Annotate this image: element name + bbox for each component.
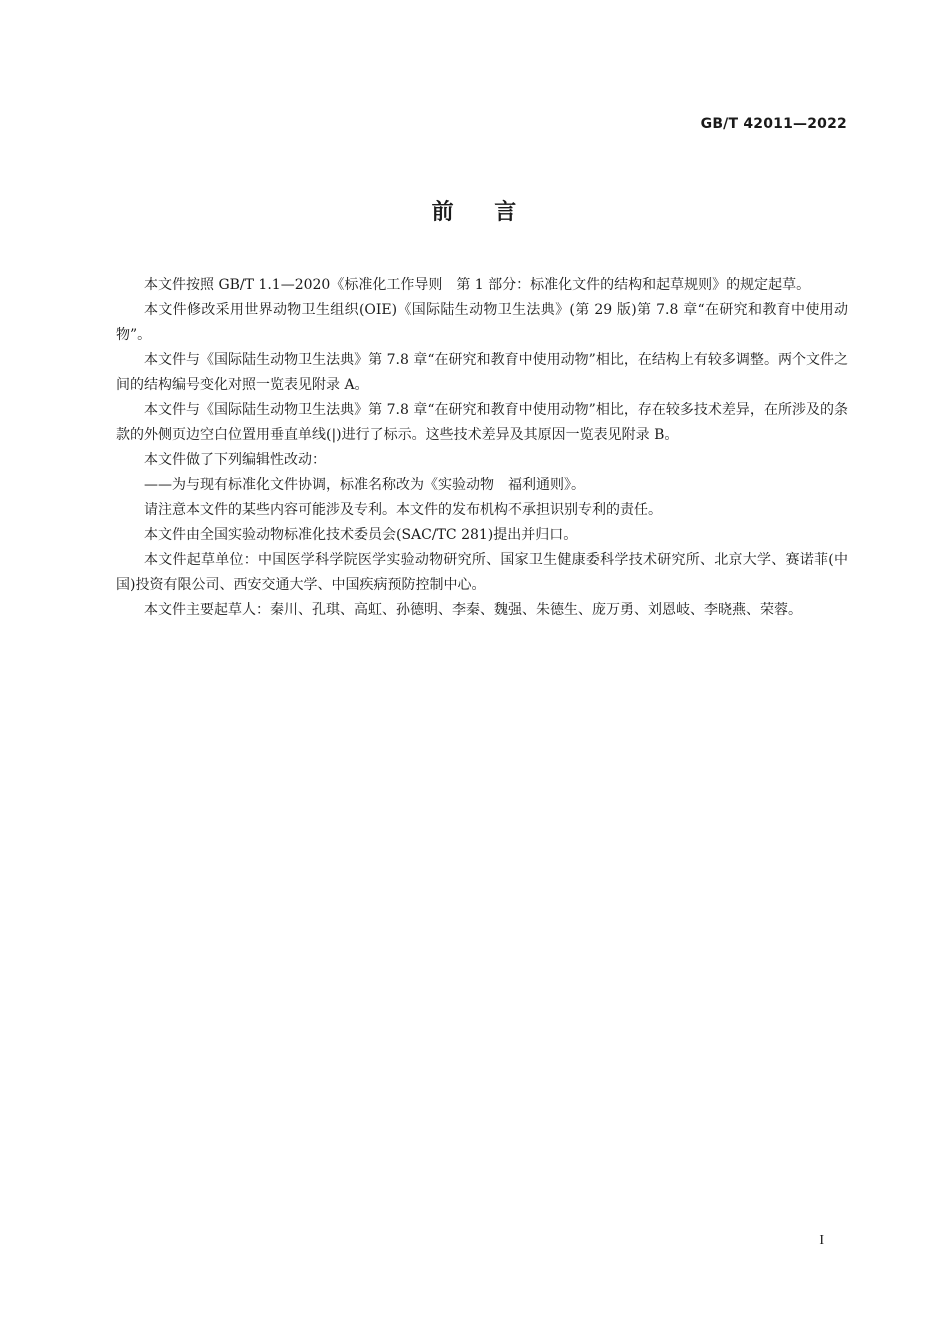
paragraph-technical-differences: 本文件与《国际陆生动物卫生法典》第 7.8 章“在研究和教育中使用动物”相比，存在较多技术差异，在所涉及的条款的外侧页边空白位置用垂直单线(|)进行了标示。这些技术差异及其原因一览表见附录 B。 [116,402,848,443]
paragraph-drafting-basis: 本文件按照 GB/T 1.1—2020《标准化工作导则 第 1 部分：标准化文件的结构和起草规则》的规定起草。 [144,277,811,293]
section-title: 前 言 [431,200,519,225]
standard-number: GB/T 42011—2022 [700,116,847,132]
paragraph-proposer: 本文件由全国实验动物标准化技术委员会(SAC/TC 281)提出并归口。 [144,527,578,543]
paragraph-editorial-changes-intro: 本文件做了下列编辑性改动： [144,452,326,468]
paragraph-editorial-change-item: ——为与现有标准化文件协调，标准名称改为《实验动物 福利通则》。 [144,477,585,493]
paragraph-adoption: 本文件修改采用世界动物卫生组织(OIE)《国际陆生动物卫生法典》(第 29 版)第 7.8 章“在研究和教育中使用动物”。 [116,302,848,343]
foreword-body [116,273,848,623]
paragraph-drafting-units: 本文件起草单位：中国医学科学院医学实验动物研究所、国家卫生健康委科学技术研究所、北京大学、赛诺菲(中国)投资有限公司、西安交通大学、中国疾病预防控制中心。 [116,552,848,593]
paragraph-patent-notice: 请注意本文件的某些内容可能涉及专利。本文件的发布机构不承担识别专利的责任。 [144,502,662,518]
paragraph-structure-changes: 本文件与《国际陆生动物卫生法典》第 7.8 章“在研究和教育中使用动物”相比，在结构上有较多调整。两个文件之间的结构编号变化对照一览表见附录 A。 [116,352,848,393]
paragraph-drafters: 本文件主要起草人：秦川、孔琪、高虹、孙德明、李秦、魏强、朱德生、庞万勇、刘恩岐、李晓燕、荣蓉。 [144,602,802,618]
page-number: I [819,1233,824,1248]
